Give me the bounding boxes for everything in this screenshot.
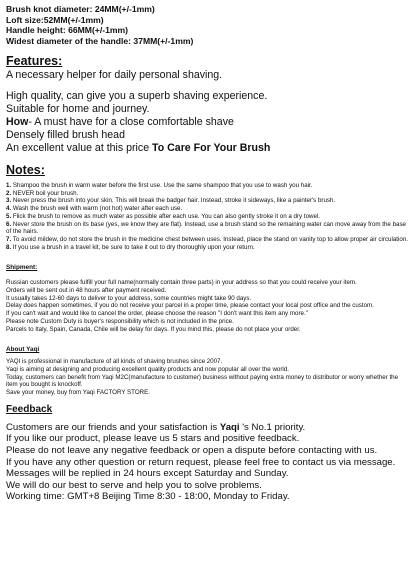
about-line: Today, customers can benefit from Yaqi M2C(manufacture to customer) business without paying extra money to distributor or worry whether the item you bought is knockoff. xyxy=(6,373,399,389)
spec-handle-height: Handle height: 66MM(+/-1mm) xyxy=(6,25,128,35)
shipment-line: Russian customers please fulfill your full name(normally contain three parts) in your address so that you could receive your item. xyxy=(6,279,357,287)
feedback-line: Working time: GMT+8 Beijing Time 8:30 - 18:00, Monday to Friday. xyxy=(6,491,290,503)
spec-loft-size: Loft size:52MM(+/-1mm) xyxy=(6,14,104,25)
features-value-line xyxy=(6,142,410,155)
list-item: 3. Never press the brush into your skin. This will break the badger hair. Instead, stroke it sideways, like a painter's brush. xyxy=(6,197,336,205)
features-heading: Features: xyxy=(6,54,63,68)
feedback-heading: Feedback xyxy=(6,403,53,415)
features-line: High quality, can give you a superb shaving experience. xyxy=(6,90,268,102)
shipment-line: Orders will be sent out in 48 hours after payment received. xyxy=(6,287,167,295)
list-item: 2. NEVER boil your brush. xyxy=(6,189,79,197)
shipment-line: Parcels to Italy, Spain, Canada, Chile will be delay for days. If you mind this, please do not place your order. xyxy=(6,325,301,333)
shipment-line: If you can't wait and would like to cancel the order, please choose the reason "I don't want this item any more." xyxy=(6,310,308,318)
features-how-line xyxy=(6,116,410,129)
about-heading: About Yaqi xyxy=(6,346,40,354)
features-line: Densely filled brush head xyxy=(6,129,125,141)
notes-heading: Notes: xyxy=(6,163,45,177)
feedback-line: If you like our product, please leave us 5 stars and positive feedback. xyxy=(6,433,300,445)
feedback-priority-line: Customers are our friends and your satisfaction is Yaqi 's No.1 priority. xyxy=(6,421,306,433)
notes-list xyxy=(6,182,410,251)
value-text: An excellent value at this price xyxy=(6,142,153,154)
list-item: 5. Flick the brush to remove as much water as possible after each use. You can also gently stroke it on a dry towel. xyxy=(6,212,321,220)
features-line: Suitable for home and journey. xyxy=(6,103,150,115)
about-line: Save your money, buy from Yaqi FACTORY STORE. xyxy=(6,389,150,397)
shipment-heading: Shipment: xyxy=(6,264,38,272)
about-line: YAQI is professional in manufacture of all kinds of shaving brushes since 2007. xyxy=(6,358,223,366)
shipment-line: Please note Custom Duty is buyer's responsibility which is not included in the price. xyxy=(6,317,234,325)
list-item: 6. Never store the brush on its base (yes, we know they are flat). Instead, use a brush stand so the remaining water can move away from the base of the hairs. xyxy=(6,220,406,236)
about-line: Yaqi is aiming at designing and producing excellent quality products and now popular all over the world. xyxy=(6,365,289,373)
spec-list xyxy=(6,4,410,46)
shipment-line: It usually takes 12-60 days to deliver to your address, some countries might take 90 days. xyxy=(6,294,252,302)
spec-knot-diameter: Brush knot diameter: 24MM(+/-1mm) xyxy=(6,4,155,14)
how-text: - A must have for a close comfortable shave xyxy=(28,116,234,128)
feedback-line: If you have any other question or return request, please feel free to contact us via message. xyxy=(6,456,396,468)
brand-name: Yaqi xyxy=(219,421,240,433)
list-item: 1. Shampoo the brush in warm water before the first use. Use the same shampoo that you use to wash you hair. xyxy=(6,182,313,189)
spec-handle-diameter: Widest diameter of the handle: 37MM(+/-1mm) xyxy=(6,35,194,46)
how-label: How xyxy=(6,116,29,128)
feedback-line: Messages will be replied in 24 hours except Saturday and Sunday. xyxy=(6,468,289,480)
list-item: 4. Wash the brush well with warm (not hot) water after each use. xyxy=(6,205,183,213)
value-emphasis: To Care For Your Brush xyxy=(152,142,271,154)
list-item: 8. If you use a brush in a travel kit, be sure to take it out to dry thoroughly upon your return. xyxy=(6,243,255,251)
features-intro: A necessary helper for daily personal shaving. xyxy=(6,69,223,81)
shipment-line: Delay does happen sometimes, if you do not receive your parcel in a proper time, please contact your local post office and the custom. xyxy=(6,302,374,310)
feedback-line: Please do not leave any negative feedback or open a dispute before contacting with us. xyxy=(6,444,378,456)
feedback-line: We will do our best to serve and help you to solve problems. xyxy=(6,479,262,491)
list-item: 7. To avoid mildew, do not store the brush in the medicine chest between uses. Instead, place the stand on vanity top to allow proper air circulation. xyxy=(6,235,408,243)
